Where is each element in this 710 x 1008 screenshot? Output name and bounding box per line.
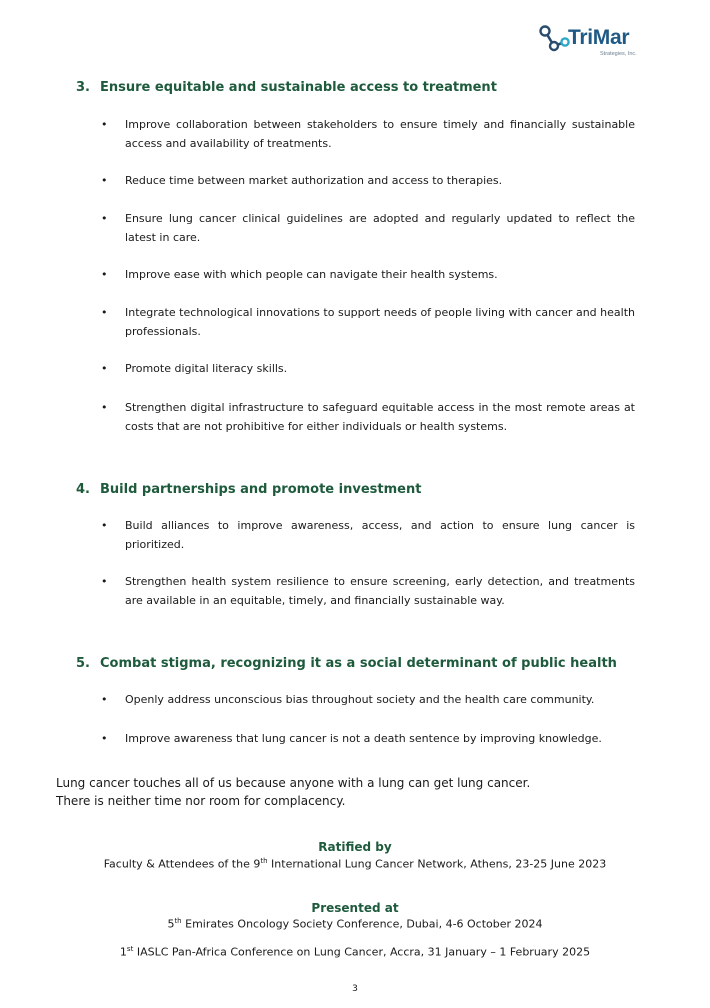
section-title: Ensure equitable and sustainable access to treatment (100, 80, 497, 95)
bullet-icon: • (101, 174, 108, 187)
ratified-title: Ratified by (318, 840, 392, 854)
list-item (101, 398, 635, 436)
closing-line: There is neither time nor room for complacency. (56, 794, 346, 808)
list-item-text: Strengthen health system resilience to ensure screening, early detection, and treatments are available in an equitable, timely, and financially sustainable way. (125, 575, 635, 607)
bullet-icon: • (101, 212, 108, 225)
list-item (101, 171, 635, 190)
bullet-icon: • (101, 306, 108, 319)
bullet-icon: • (101, 519, 108, 532)
bullet-icon: • (101, 362, 108, 375)
list-item-text: Promote digital literacy skills. (125, 362, 288, 375)
list-item (101, 572, 635, 610)
list-item (101, 690, 635, 709)
section-number: 3. (76, 80, 90, 95)
section-4-heading (76, 482, 421, 497)
presented-line-1: 5th Emirates Oncology Society Conference, Dubai, 4-6 October 2024 (167, 917, 543, 931)
section-number: 5. (76, 656, 90, 671)
ratified-line: Faculty & Attendees of the 9th International Lung Cancer Network, Athens, 23-25 June 2023 (103, 857, 607, 871)
list-item (101, 115, 635, 153)
closing-line: Lung cancer touches all of us because anyone with a lung can get lung cancer. (56, 776, 531, 790)
list-item-text: Ensure lung cancer clinical guidelines are adopted and regularly updated to reflect the latest in care. (125, 212, 635, 244)
section-3-heading (76, 80, 497, 95)
list-item (101, 209, 635, 247)
list-item-text: Integrate technological innovations to support needs of people living with cancer and health professionals. (125, 306, 635, 338)
list-item-text: Improve ease with which people can navigate their health systems. (125, 268, 498, 281)
list-item (101, 359, 635, 378)
list-item-text: Strengthen digital infrastructure to safeguard equitable access in the most remote areas at costs that are not prohibitive for either individuals or health systems. (125, 401, 635, 433)
page-number: 3 (352, 984, 358, 994)
list-item-text: Improve collaboration between stakeholders to ensure timely and financially sustainable access and availability of treatments. (125, 118, 635, 150)
bullet-icon: • (101, 732, 108, 745)
list-item-text: Openly address unconscious bias throughout society and the health care community. (125, 693, 595, 706)
logo-subtitle: Strategies, Inc. (600, 51, 637, 57)
section-5-heading (76, 656, 617, 671)
section-number: 4. (76, 482, 90, 497)
list-item-text: Reduce time between market authorization and access to therapies. (125, 174, 503, 187)
bullet-icon: • (101, 693, 108, 706)
list-item (101, 265, 635, 284)
section-title: Combat stigma, recognizing it as a social determinant of public health (100, 656, 617, 671)
section-title: Build partnerships and promote investment (100, 482, 422, 497)
bullet-icon: • (101, 401, 108, 414)
presented-title: Presented at (311, 901, 399, 915)
bullet-icon: • (101, 118, 108, 131)
list-item-text: Improve awareness that lung cancer is not a death sentence by improving knowledge. (125, 732, 602, 745)
bullet-icon: • (101, 268, 108, 281)
list-item (101, 303, 635, 341)
presented-line-2: 1st IASLC Pan-Africa Conference on Lung Cancer, Accra, 31 January – 1 February 2025 (119, 945, 591, 959)
list-item (101, 729, 635, 748)
list-item-text: Build alliances to improve awareness, access, and action to ensure lung cancer is prioritized. (125, 519, 635, 551)
logo-name: TriMar (568, 26, 630, 49)
bullet-icon: • (101, 575, 108, 588)
list-item (101, 516, 635, 554)
